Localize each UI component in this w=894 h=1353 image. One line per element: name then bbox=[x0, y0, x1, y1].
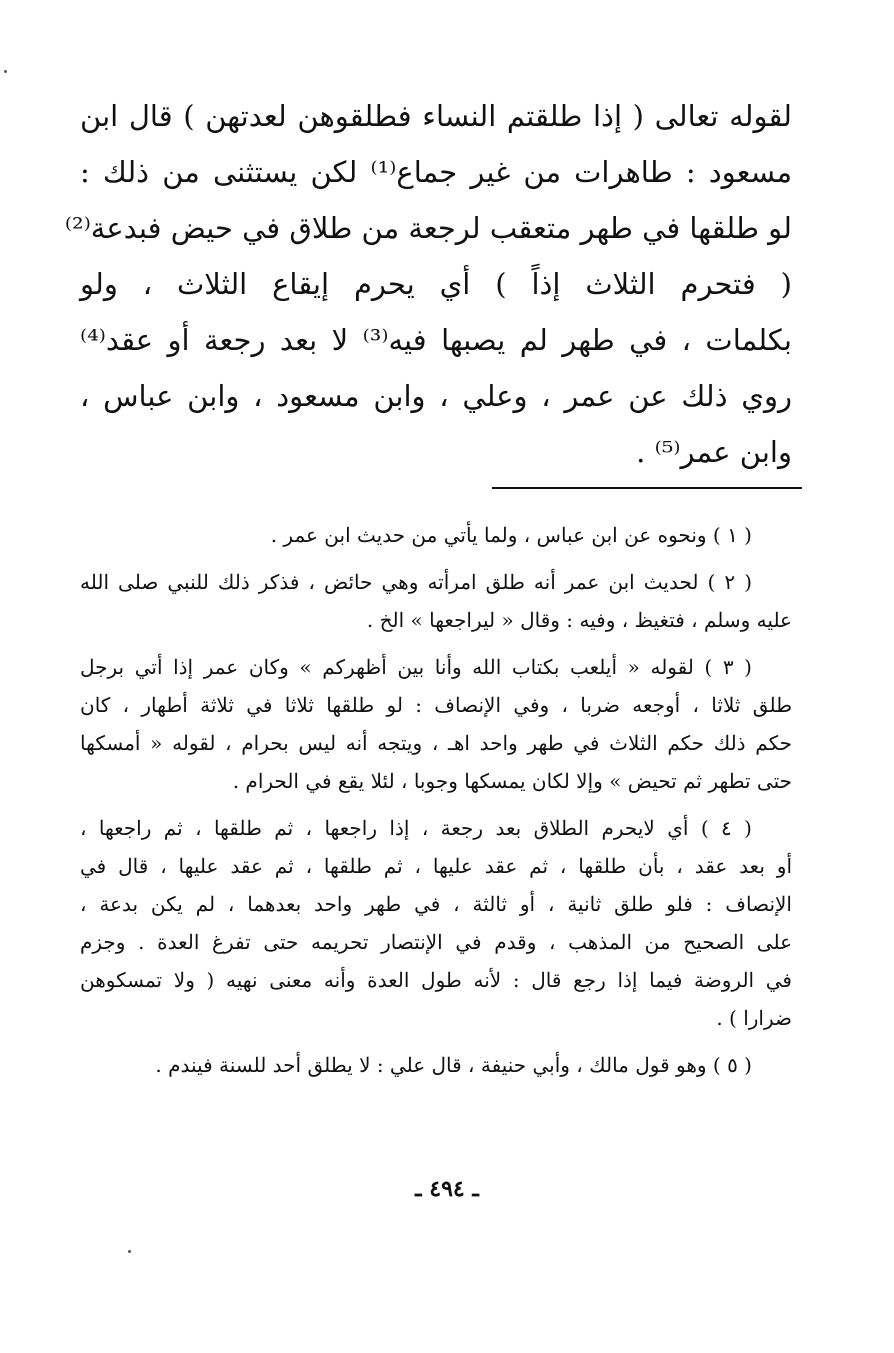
footnote-3 bbox=[80, 648, 792, 800]
main-text-line: ( فتحرم الثلاث إذاً ) أي يحرم إيقاع الثلاث ، ولو bbox=[80, 267, 792, 301]
footnote-line: أو بعد عقد ، بأن طلقها ، ثم عقد عليها ، ثم طلقها ، ثم عقد عليها ، قال في bbox=[80, 854, 792, 878]
footnote-line: الإنصاف : فلو طلق ثانية ، أو ثالثة ، في طهر واحد بعدهما ، لم يكن بدعة ، bbox=[80, 892, 792, 916]
footnote-line: عليه وسلم ، فتغيظ ، وفيه : وقال « ليراجعها » الخ . bbox=[366, 608, 792, 632]
footnote-divider bbox=[492, 487, 802, 489]
footnote-line: ضرارا ) . bbox=[716, 1006, 792, 1030]
footnote-5 bbox=[80, 1046, 792, 1084]
footnote-line: حتى تطهر ثم تحيض » وإلا لكان يمسكها وجوبا ، لئلا يقع في الحرام . bbox=[232, 769, 792, 793]
page-number: ـ ٤٩٤ ـ bbox=[415, 1176, 479, 1202]
footnote-line: على الصحيح من المذهب ، وقدم في الإنتصار تحريمه حتى تفرغ العدة . وجزم bbox=[80, 930, 792, 954]
footnote-line: ( ١ ) ونحوه عن ابن عباس ، ولما يأتي من حديث ابن عمر . bbox=[270, 523, 752, 547]
main-text-line: مسعود : طاهرات من غير جماع⁽¹⁾ لكن يستثنى من ذلك : bbox=[80, 155, 793, 189]
footnote-line: ( ٢ ) لحديث ابن عمر أنه طلق امرأته وهي حائض ، فذكر ذلك للنبي صلى الله bbox=[80, 570, 752, 594]
footnote-line: ( ٣ ) لقوله « أيلعب بكتاب الله وأنا بين أظهركم » وكان عمر إذا أتي برجل bbox=[80, 655, 752, 679]
footnote-line: ( ٥ ) وهو قول مالك ، وأبي حنيفة ، قال علي : لا يطلق أحد للسنة فيندم . bbox=[155, 1053, 752, 1077]
footnote-line: حكم ذلك حكم الثلاث في طهر واحد اهـ ، ويتجه أنه ليس بحرام ، لقوله « أمسكها bbox=[80, 731, 792, 755]
main-text-line: روي ذلك عن عمر ، وعلي ، وابن مسعود ، وابن عباس ، bbox=[80, 379, 792, 413]
main-text-line: بكلمات ، في طهر لم يصبها فيه⁽³⁾ لا بعد رجعة أو عقد⁽⁴⁾ bbox=[80, 323, 792, 357]
main-text-line: لقوله تعالى ( إذا طلقتم النساء فطلقوهن لعدتهن ) قال ابن bbox=[80, 99, 793, 133]
footnote-1 bbox=[80, 516, 792, 554]
footnote-2 bbox=[80, 563, 792, 639]
footnote-line: ( ٤ ) أي لايحرم الطلاق بعد رجعة ، إذا راجعها ، ثم طلقها ، ثم راجعها ، bbox=[80, 816, 752, 840]
footnote-line: طلق ثلاثا ، أوجعه ضربا ، وفي الإنصاف : لو طلقها ثلاثا في ثلاثة أطهار ، كان bbox=[80, 693, 792, 717]
paper-speck bbox=[4, 70, 7, 73]
main-text-line: لو طلقها في طهر متعقب لرجعة من طلاق في حيض فبدعة⁽²⁾ bbox=[64, 211, 792, 245]
main-text-block bbox=[64, 88, 793, 480]
paper-speck bbox=[128, 1250, 131, 1253]
footnotes-block bbox=[80, 516, 792, 1093]
footnote-4 bbox=[80, 809, 792, 1037]
footnote-line: في الروضة فيما إذا رجع قال : لأنه طول العدة وأنه معنى نهيه ( ولا تمسكوهن bbox=[80, 968, 792, 992]
main-text-line: وابن عمر⁽⁵⁾ . bbox=[636, 435, 792, 469]
